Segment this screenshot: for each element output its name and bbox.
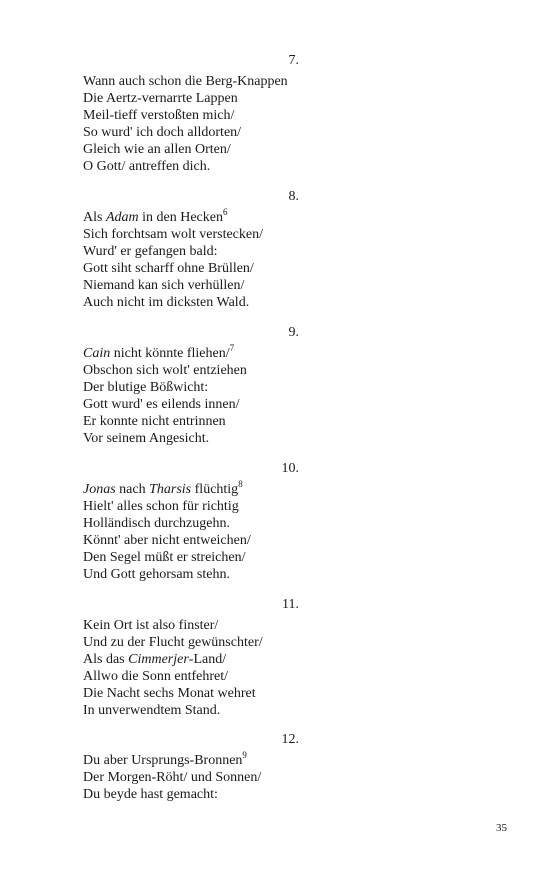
verse-text: Kein Ort ist also finster/ — [83, 618, 219, 633]
italic-name: Adam — [105, 210, 139, 225]
verse-text: So wurd' ich doch alldorten/ — [83, 125, 242, 140]
verse-line — [83, 90, 383, 107]
verse-line — [83, 617, 383, 634]
verse-text: Die Aertz-vernarrte Lappen — [83, 91, 238, 106]
verse-line — [83, 243, 383, 260]
italic-name: Cimmerjer — [128, 652, 189, 667]
verse-text: Und zu der Flucht gewünschter/ — [83, 635, 263, 650]
verse-text: Auch nicht im dicksten Wald. — [83, 295, 250, 310]
verse-text: Als — [83, 210, 106, 225]
verse-line — [83, 124, 383, 141]
verse-line — [83, 379, 383, 396]
verse-line — [83, 209, 383, 226]
page-number: 35 — [496, 822, 507, 834]
footnote-marker: 9 — [242, 750, 247, 760]
verse-line — [83, 226, 383, 243]
verse-text: Du beyde hast gemacht: — [83, 787, 218, 802]
verse-text: in den Hecken — [138, 210, 223, 225]
verse-line — [83, 685, 383, 702]
verse-text: -Land/ — [188, 652, 227, 667]
italic-name: Tharsis — [149, 482, 192, 497]
verse-text: nicht könnte fliehen/ — [110, 346, 230, 361]
verse-text: Hielt' alles schon für richtig — [83, 499, 239, 514]
italic-name: Jonas — [83, 482, 116, 497]
stanza-number: 7. — [288, 53, 299, 68]
stanza — [83, 189, 383, 311]
verse-text: Gott wurd' es eilends innen/ — [83, 397, 240, 412]
verse-line — [83, 769, 383, 786]
stanza — [83, 461, 383, 583]
verse-text: Der blutige Bößwicht: — [83, 380, 209, 395]
verse-line — [83, 702, 383, 719]
verse-line — [83, 158, 383, 175]
verse-text: Sich forchtsam wolt verstecken/ — [83, 227, 264, 242]
verse-line — [83, 260, 383, 277]
verse-text: Könnt' aber nicht entweichen/ — [83, 533, 251, 548]
verse-text: Wann auch schon die Berg-Knappen — [83, 74, 288, 89]
stanza-number: 9. — [288, 325, 299, 340]
verse-line — [83, 73, 383, 90]
verse-line — [83, 532, 383, 549]
verse-line — [83, 294, 383, 311]
verse-text: Niemand kan sich verhüllen/ — [83, 278, 245, 293]
verse-text: Vor seinem Angesicht. — [83, 431, 210, 446]
verse-text: Du aber Ursprungs-Bronnen — [83, 753, 243, 768]
stanza — [83, 325, 383, 447]
verse-text: Als das — [83, 652, 129, 667]
verse-text: In unverwendtem Stand. — [83, 703, 221, 718]
verse-text: Gott siht scharff ohne Brüllen/ — [83, 261, 254, 276]
verse-line — [83, 786, 383, 803]
verse-text: Der Morgen-Röht/ und Sonnen/ — [83, 770, 262, 785]
verse-line — [83, 396, 383, 413]
stanza-number: 12. — [281, 732, 299, 747]
footnote-marker: 8 — [238, 479, 243, 489]
verse-line — [83, 345, 383, 362]
italic-name: Cain — [83, 346, 111, 361]
footnote-marker: 7 — [229, 343, 235, 353]
verse-text: Allwo die Sonn entfehret/ — [83, 669, 229, 684]
stanza-number: 8. — [288, 189, 299, 204]
verse-text: O Gott/ antreffen dich. — [83, 159, 211, 174]
verse-line — [83, 549, 383, 566]
verse-text: Die Nacht sechs Monat wehret — [83, 686, 256, 701]
verse-line — [83, 413, 383, 430]
verse-line — [83, 498, 383, 515]
stanza-number: 10. — [281, 461, 299, 476]
verse-line — [83, 362, 383, 379]
verse-line — [83, 481, 383, 498]
verse-text: Und Gott gehorsam stehn. — [83, 567, 230, 582]
stanza — [83, 732, 383, 803]
verse-text: Meil-tieff verstoßten mich/ — [83, 108, 235, 123]
verse-text: Er konnte nicht entrinnen — [83, 414, 226, 429]
verse-line — [83, 651, 383, 668]
verse-text: Den Segel müßt er streichen/ — [83, 550, 246, 565]
verse-text: Wurd' er gefangen bald: — [83, 244, 218, 259]
verse-line — [83, 430, 383, 447]
verse-line — [83, 107, 383, 124]
verse-line — [83, 277, 383, 294]
verse-line — [83, 566, 383, 583]
verse-text: flüchtig — [191, 482, 239, 497]
stanza — [83, 53, 383, 175]
footnote-marker: 6 — [222, 207, 228, 217]
verse-text: nach — [115, 482, 150, 497]
verse-line — [83, 515, 383, 532]
verse-line — [83, 141, 383, 158]
stanza — [83, 597, 383, 719]
verse-line — [83, 668, 383, 685]
verse-line — [83, 634, 383, 651]
verse-text: Obschon sich wolt' entziehen — [83, 363, 247, 378]
verse-text: Gleich wie an allen Orten/ — [83, 142, 231, 157]
verse-text: Holländisch durchzugehn. — [83, 516, 230, 531]
stanza-number: 11. — [282, 597, 299, 612]
verse-line — [83, 752, 383, 769]
